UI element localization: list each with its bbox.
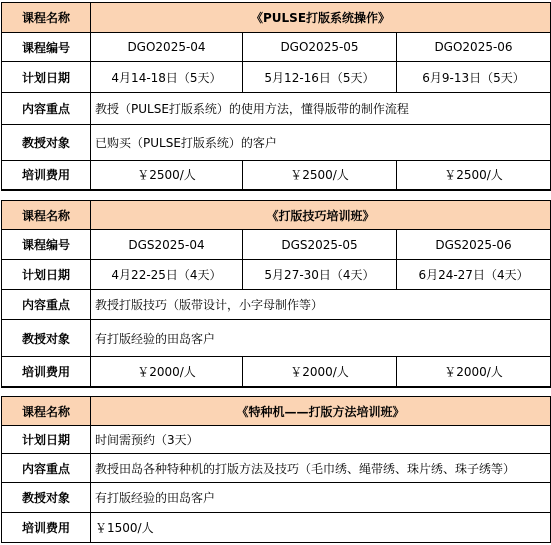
course-content: 教授田岛各种特种机的打版方法及技巧（毛巾绣、绳带绣、珠片绣、珠子绣等）	[91, 454, 551, 483]
label-content: 内容重点	[2, 454, 91, 483]
course-content: 教授打版技巧（版带设计，小字母制作等）	[91, 290, 551, 320]
course-content: 教授（PULSE打版系统）的使用方法，懂得版带的制作流程	[91, 93, 551, 125]
course-fee: ￥2500/人	[91, 161, 243, 190]
course-code: DGS2025-04	[91, 230, 243, 260]
course-audience: 有打版经验的田岛客户	[91, 320, 551, 357]
course-title: 《特种机——打版方法培训班》	[91, 397, 551, 426]
course-title: 《打版技巧培训班》	[91, 201, 551, 230]
course-date: 5月27-30日（4天）	[243, 260, 397, 290]
label-course-code: 课程编号	[2, 33, 91, 62]
label-course-code: 课程编号	[2, 230, 91, 260]
label-schedule: 计划日期	[2, 260, 91, 290]
label-audience: 教授对象	[2, 125, 91, 161]
label-schedule: 计划日期	[2, 426, 91, 454]
label-course-name: 课程名称	[2, 397, 91, 426]
label-fee: 培训费用	[2, 357, 91, 387]
course-date: 5月12-16日（5天）	[243, 62, 397, 93]
label-schedule: 计划日期	[2, 62, 91, 93]
course-fee: ￥2500/人	[243, 161, 397, 190]
course-date: 4月14-18日（5天）	[91, 62, 243, 93]
course-fee: ￥1500/人	[91, 513, 551, 543]
label-fee: 培训费用	[2, 161, 91, 190]
course-table-3	[0, 396, 551, 543]
label-fee: 培训费用	[2, 513, 91, 543]
label-content: 内容重点	[2, 290, 91, 320]
course-audience: 已购买（PULSE打版系统）的客户	[91, 125, 551, 161]
course-audience: 有打版经验的田岛客户	[91, 483, 551, 513]
course-fee: ￥2000/人	[91, 357, 243, 387]
course-fee: ￥2500/人	[397, 161, 551, 190]
course-schedule: 时间需预约（3天）	[91, 426, 551, 454]
course-date: 4月22-25日（4天）	[91, 260, 243, 290]
course-title: 《PULSE打版系统操作》	[91, 3, 551, 33]
course-code: DGS2025-05	[243, 230, 397, 260]
label-course-name: 课程名称	[2, 3, 91, 33]
course-code: DGO2025-04	[91, 33, 243, 62]
course-date: 6月24-27日（4天）	[397, 260, 551, 290]
course-fee: ￥2000/人	[397, 357, 551, 387]
course-table-1	[0, 2, 551, 191]
course-fee: ￥2000/人	[243, 357, 397, 387]
course-code: DGO2025-06	[397, 33, 551, 62]
label-audience: 教授对象	[2, 483, 91, 513]
course-code: DGS2025-06	[397, 230, 551, 260]
label-audience: 教授对象	[2, 320, 91, 357]
course-code: DGO2025-05	[243, 33, 397, 62]
course-table-2	[0, 200, 551, 388]
label-content: 内容重点	[2, 93, 91, 125]
label-course-name: 课程名称	[2, 201, 91, 230]
course-date: 6月9-13日（5天）	[397, 62, 551, 93]
